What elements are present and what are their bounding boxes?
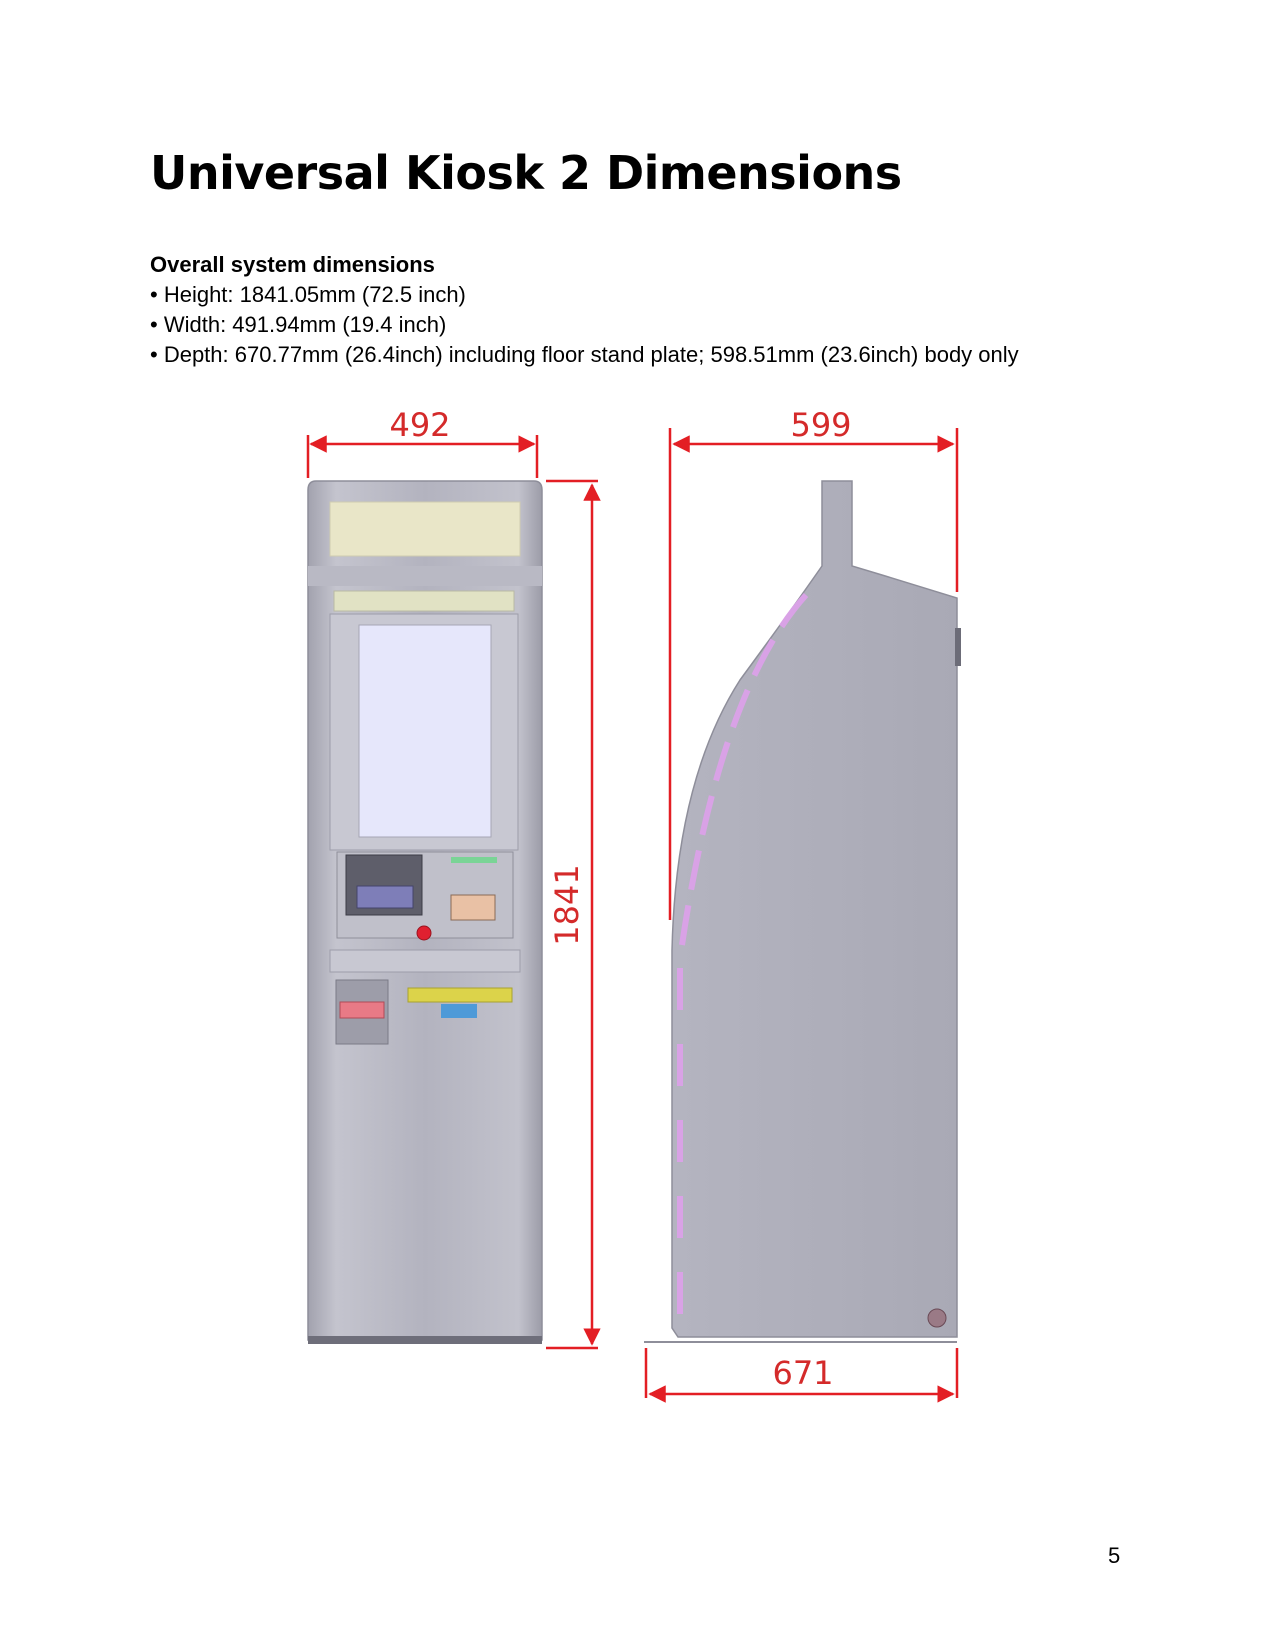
front-base — [308, 1336, 542, 1344]
front-bill-window — [441, 1004, 477, 1018]
front-card-indicator — [451, 857, 497, 863]
front-touch-screen — [359, 625, 491, 837]
front-neck — [308, 566, 542, 586]
spec-depth: • Depth: 670.77mm (26.4inch) including floor stand plate; 598.51mm (23.6inch) body only — [150, 340, 1019, 370]
spec-height: • Height: 1841.05mm (72.5 inch) — [150, 280, 1019, 310]
front-header-panel — [330, 502, 520, 556]
front-card-reader — [451, 895, 495, 920]
width-dimension-label: 492 — [389, 406, 451, 444]
kiosk-front-view — [308, 481, 542, 1344]
page-number: 5 — [1108, 1543, 1121, 1568]
side-control-button — [955, 628, 961, 666]
side-caster-wheel — [928, 1309, 946, 1327]
specs-heading: Overall system dimensions — [150, 252, 435, 277]
height-dimension-label: 1841 — [548, 864, 586, 946]
page-title: Universal Kiosk 2 Dimensions — [150, 146, 902, 200]
side-body — [672, 481, 957, 1337]
front-top-strip — [334, 591, 514, 611]
kiosk-side-view — [644, 481, 961, 1342]
depth-total-dimension-label: 671 — [772, 1354, 834, 1392]
front-bill-acceptor — [408, 988, 512, 1002]
emergency-button — [417, 926, 431, 940]
front-card-slot — [340, 1002, 384, 1018]
spec-width: • Width: 491.94mm (19.4 inch) — [150, 310, 1019, 340]
depth-body-dimension-label: 599 — [790, 406, 852, 444]
front-keypad — [357, 886, 413, 908]
front-lower-trim — [330, 950, 520, 972]
